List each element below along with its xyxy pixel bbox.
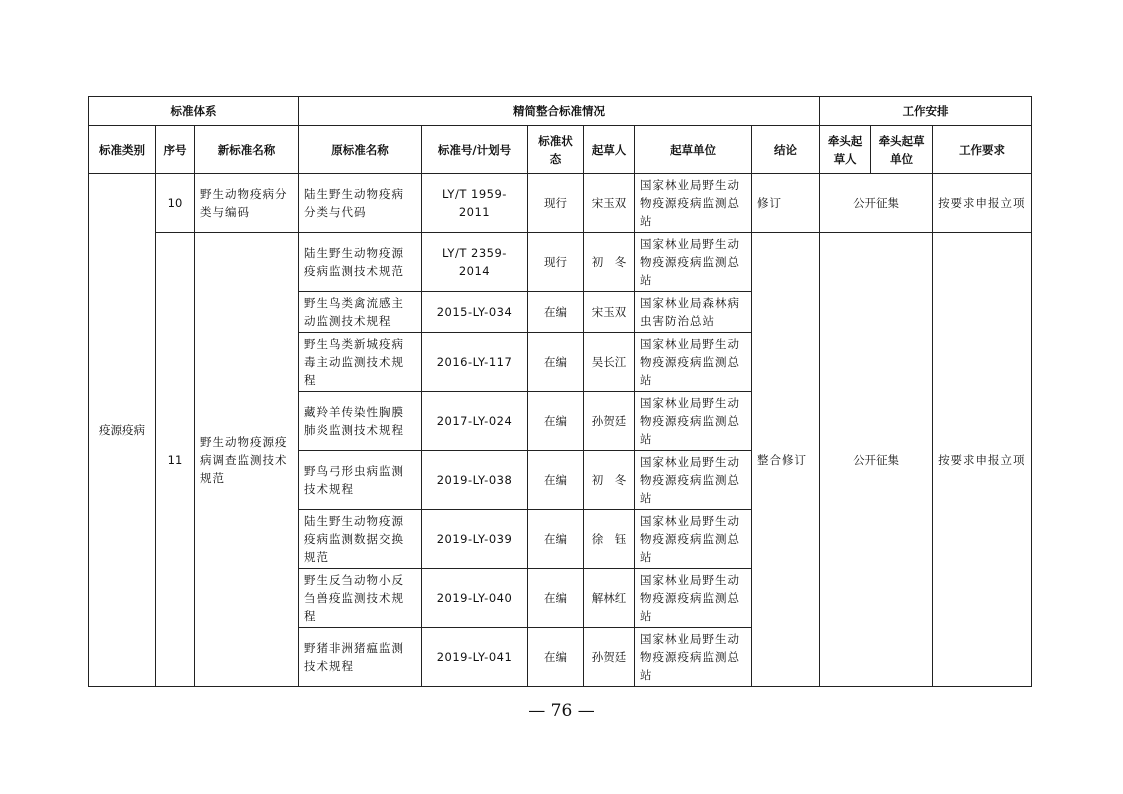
code-cell: 2017-LY-024 xyxy=(422,392,528,451)
arrangement-cell: 公开征集 xyxy=(820,174,933,233)
unit-cell: 国家林业局野生动物疫源疫病监测总站 xyxy=(635,569,752,628)
unit-cell: 国家林业局野生动物疫源疫病监测总站 xyxy=(635,628,752,687)
conclusion-cell: 修订 xyxy=(752,174,820,233)
col-requirement: 工作要求 xyxy=(933,126,1032,174)
group-streamlined-standards: 精简整合标准情况 xyxy=(299,97,820,126)
drafter-cell: 宋玉双 xyxy=(584,292,635,333)
orig-name-cell: 野鸟弓形虫病监测技术规程 xyxy=(299,451,422,510)
code-cell: LY/T 1959-2011 xyxy=(422,174,528,233)
col-lead-person: 牵头起草人 xyxy=(820,126,871,174)
unit-cell: 国家林业局野生动物疫源疫病监测总站 xyxy=(635,333,752,392)
drafter-cell: 徐 钰 xyxy=(584,510,635,569)
orig-name-cell: 野生鸟类新城疫病毒主动监测技术规程 xyxy=(299,333,422,392)
status-cell: 在编 xyxy=(528,569,584,628)
col-new-name: 新标准名称 xyxy=(195,126,299,174)
col-seq: 序号 xyxy=(156,126,195,174)
drafter-cell: 解林红 xyxy=(584,569,635,628)
orig-name-cell: 陆生野生动物疫源疫病监测技术规范 xyxy=(299,233,422,292)
status-cell: 现行 xyxy=(528,233,584,292)
page-number: — 76 — xyxy=(528,701,595,721)
drafter-cell: 初 冬 xyxy=(584,233,635,292)
unit-cell: 国家林业局野生动物疫源疫病监测总站 xyxy=(635,392,752,451)
drafter-cell: 孙贺廷 xyxy=(584,628,635,687)
column-header-row xyxy=(89,126,1032,174)
drafter-cell: 孙贺廷 xyxy=(584,392,635,451)
orig-name-cell: 陆生野生动物疫源疫病监测数据交换规范 xyxy=(299,510,422,569)
category-cell: 疫源疫病 xyxy=(89,174,156,687)
col-unit: 起草单位 xyxy=(635,126,752,174)
unit-cell: 国家林业局野生动物疫源疫病监测总站 xyxy=(635,174,752,233)
orig-name-cell: 野猪非洲猪瘟监测技术规程 xyxy=(299,628,422,687)
group-work-arrangement: 工作安排 xyxy=(820,97,1032,126)
col-category: 标准类别 xyxy=(89,126,156,174)
status-cell: 现行 xyxy=(528,174,584,233)
new-name-cell: 野生动物疫源疫病调查监测技术规范 xyxy=(195,233,299,687)
status-cell: 在编 xyxy=(528,392,584,451)
col-orig-name: 原标准名称 xyxy=(299,126,422,174)
unit-cell: 国家林业局野生动物疫源疫病监测总站 xyxy=(635,233,752,292)
drafter-cell: 吴长江 xyxy=(584,333,635,392)
code-cell: 2019-LY-038 xyxy=(422,451,528,510)
standards-table xyxy=(88,96,1032,687)
code-cell: 2019-LY-039 xyxy=(422,510,528,569)
status-cell: 在编 xyxy=(528,510,584,569)
code-cell: 2019-LY-040 xyxy=(422,569,528,628)
group-standard-system: 标准体系 xyxy=(89,97,299,126)
col-drafter: 起草人 xyxy=(584,126,635,174)
seq-cell: 11 xyxy=(156,233,195,687)
status-cell: 在编 xyxy=(528,292,584,333)
unit-cell: 国家林业局野生动物疫源疫病监测总站 xyxy=(635,510,752,569)
drafter-cell: 宋玉双 xyxy=(584,174,635,233)
new-name-cell: 野生动物疫病分类与编码 xyxy=(195,174,299,233)
orig-name-cell: 野生反刍动物小反刍兽疫监测技术规程 xyxy=(299,569,422,628)
orig-name-cell: 藏羚羊传染性胸膜肺炎监测技术规程 xyxy=(299,392,422,451)
col-conclusion: 结论 xyxy=(752,126,820,174)
requirement-cell: 按要求申报立项 xyxy=(933,174,1032,233)
group-header-row xyxy=(89,97,1032,126)
code-cell: 2019-LY-041 xyxy=(422,628,528,687)
col-lead-unit: 牵头起草单位 xyxy=(871,126,933,174)
status-cell: 在编 xyxy=(528,451,584,510)
conclusion-cell: 整合修订 xyxy=(752,233,820,687)
drafter-cell: 初 冬 xyxy=(584,451,635,510)
arrangement-cell: 公开征集 xyxy=(820,233,933,687)
code-cell: 2016-LY-117 xyxy=(422,333,528,392)
requirement-cell: 按要求申报立项 xyxy=(933,233,1032,687)
status-cell: 在编 xyxy=(528,628,584,687)
unit-cell: 国家林业局野生动物疫源疫病监测总站 xyxy=(635,451,752,510)
seq-cell: 10 xyxy=(156,174,195,233)
table-row xyxy=(89,174,1032,233)
status-cell: 在编 xyxy=(528,333,584,392)
table-row xyxy=(89,233,1032,292)
orig-name-cell: 陆生野生动物疫病分类与代码 xyxy=(299,174,422,233)
col-code: 标准号/计划号 xyxy=(422,126,528,174)
orig-name-cell: 野生鸟类禽流感主动监测技术规程 xyxy=(299,292,422,333)
code-cell: LY/T 2359-2014 xyxy=(422,233,528,292)
unit-cell: 国家林业局森林病虫害防治总站 xyxy=(635,292,752,333)
col-status: 标准状态 xyxy=(528,126,584,174)
code-cell: 2015-LY-034 xyxy=(422,292,528,333)
